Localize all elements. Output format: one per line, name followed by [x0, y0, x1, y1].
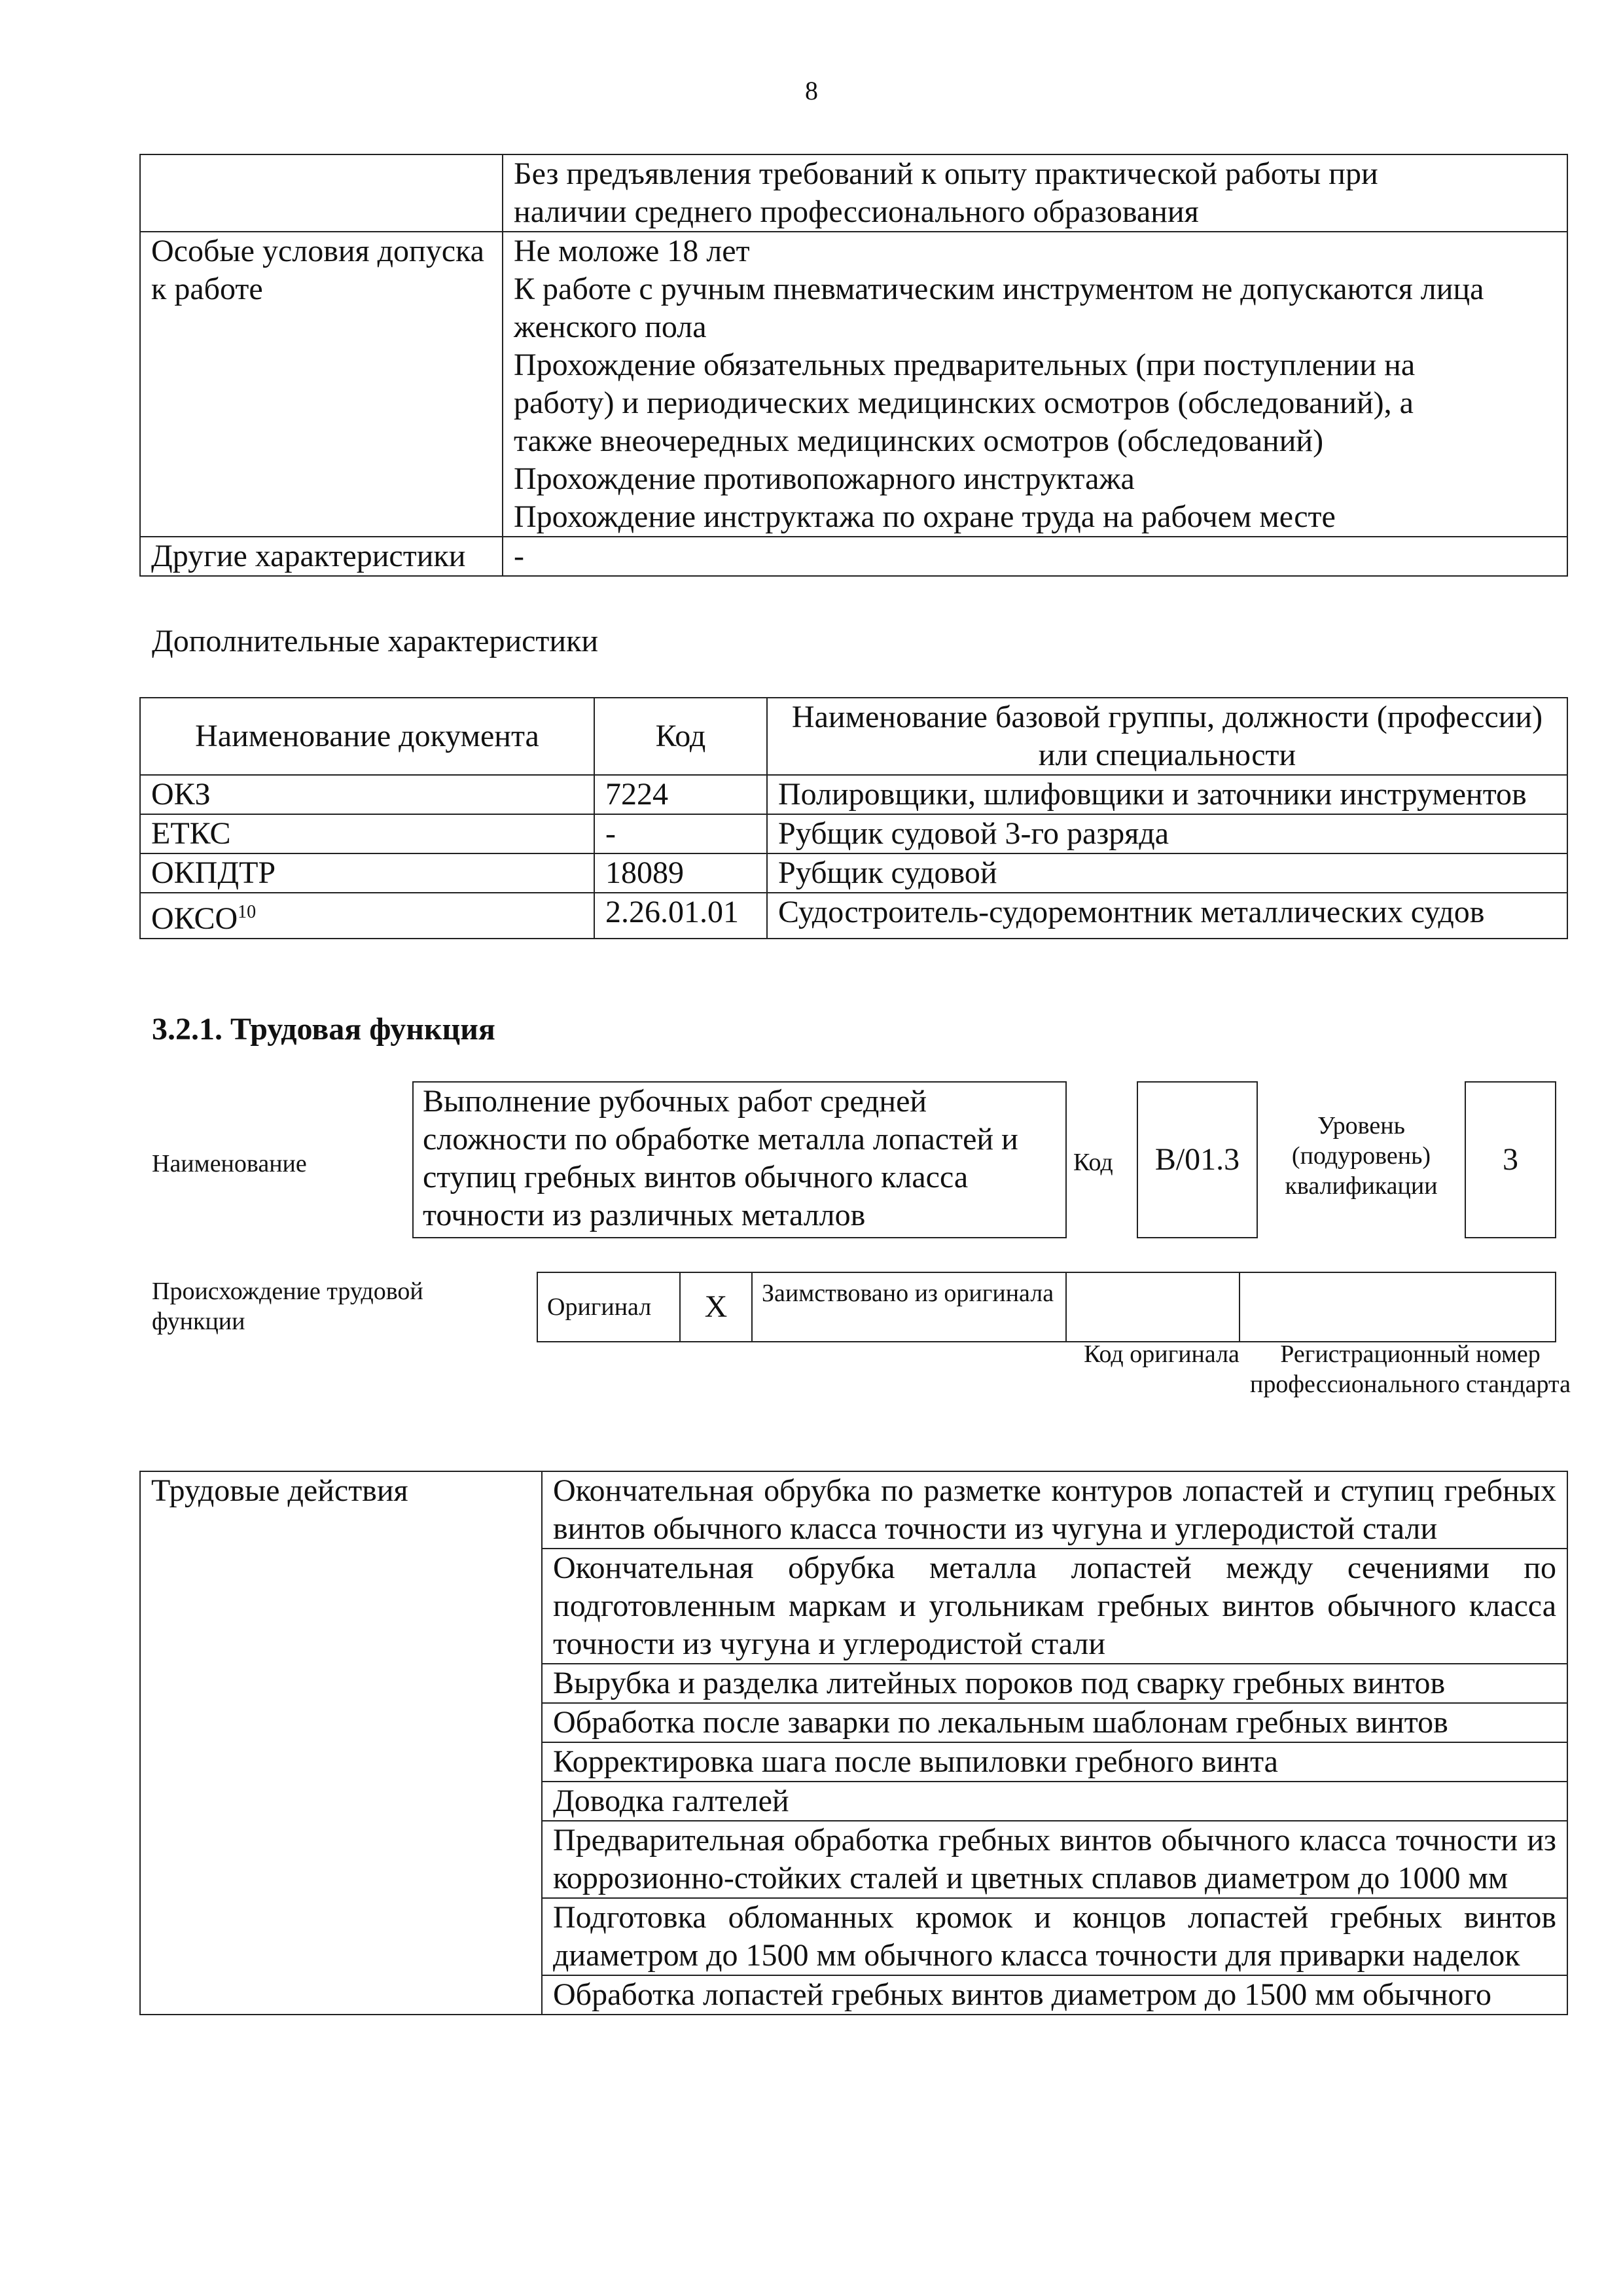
table-cell-label: Трудовые действия	[140, 1471, 542, 2015]
text-line: Прохождение противопожарного инструктажа	[514, 461, 1135, 496]
table-cell-value	[503, 154, 1567, 232]
text-line: наличии среднего профессионального образования	[514, 194, 1199, 229]
text-line: -	[514, 539, 524, 573]
table-row	[140, 232, 1567, 537]
text-line: Прохождение инструктажа по охране труда на рабочем месте	[514, 499, 1336, 534]
level-value: 3	[1503, 1142, 1518, 1177]
table-row	[140, 1471, 1567, 1549]
code-value: B/01.3	[1154, 1142, 1240, 1177]
column-header: Наименование базовой группы, должности (профессии) или специальности	[767, 698, 1567, 775]
table-row	[140, 853, 1567, 893]
table-row	[140, 537, 1567, 576]
origin-label: Происхождение трудовой функции	[152, 1278, 423, 1335]
table-cell: Рубщик судовой 3-го разряда	[767, 814, 1567, 853]
table-cell	[140, 893, 594, 939]
table-cell: ЕТКС	[140, 814, 594, 853]
footnote-ref: 10	[238, 902, 257, 922]
labor-actions-table	[139, 1471, 1568, 2015]
action-item: Обработка после заварки по лекальным шаблонам гребных винтов	[542, 1703, 1567, 1742]
table-cell: -	[594, 814, 767, 853]
action-item: Вырубка и разделка литейных пороков под сварку гребных винтов	[542, 1664, 1567, 1703]
action-item: Доводка галтелей	[542, 1782, 1567, 1821]
origin-row	[537, 1272, 1556, 1342]
table-header-row	[140, 698, 1567, 775]
table-cell: ОКЗ	[140, 775, 594, 814]
level-box	[1465, 1081, 1556, 1238]
table-row	[140, 775, 1567, 814]
table-cell: 7224	[594, 775, 767, 814]
registration-caption: Регистрационный номер профессионального стандарта	[1250, 1340, 1571, 1398]
table-cell: Судостроитель-судоремонтник металлических судов	[767, 893, 1567, 939]
table-cell-value	[503, 537, 1567, 576]
table-row	[140, 154, 1567, 232]
text-line: Не моложе 18 лет	[514, 234, 750, 268]
code-box	[1137, 1081, 1258, 1238]
name-label: Наименование	[152, 1150, 307, 1177]
column-header: Наименование документа	[140, 698, 594, 775]
original-mark-cell	[681, 1272, 753, 1342]
text-line: также внеочередных медицинских осмотров (обследований)	[514, 423, 1324, 458]
table-cell: ОКПДТР	[140, 853, 594, 893]
table-cell-label	[140, 154, 503, 232]
code-label: Код	[1073, 1149, 1113, 1176]
action-item: Обработка лопастей гребных винтов диаметром до 1500 мм обычного	[542, 1975, 1567, 2015]
text-line: работу) и периодических медицинских осмотров (обследований), а	[514, 386, 1414, 420]
action-item: Подготовка обломанных кромок и концов лопастей гребных винтов диаметром до 1500 мм обычного класса точности для приварки наделок	[542, 1898, 1567, 1975]
table-cell: 18089	[594, 853, 767, 893]
level-label: Уровень (подуровень) квалификации	[1285, 1112, 1438, 1200]
table-cell: Полировщики, шлифовщики и заточники инструментов	[767, 775, 1567, 814]
function-name-box: Выполнение рубочных работ средней сложности по обработке металла лопастей и ступиц гребных винтов обычного класса точности из различных металлов	[412, 1081, 1067, 1238]
table-row	[140, 893, 1567, 939]
table-cell-label: Особые условия допуска к работе	[140, 232, 503, 537]
text-line: женского пола	[514, 310, 707, 344]
text-line: Без предъявления требований к опыту практической работы при	[514, 156, 1378, 191]
table-cell-label: Другие характеристики	[140, 537, 503, 576]
section-title: Дополнительные характеристики	[152, 624, 599, 658]
requirements-table	[139, 154, 1568, 577]
action-item: Окончательная обрубка по разметке контуров лопастей и ступиц гребных винтов обычного класса точности из чугуна и углеродистой стали	[542, 1471, 1567, 1549]
table-row	[140, 814, 1567, 853]
function-title: 3.2.1. Трудовая функция	[152, 1012, 495, 1047]
original-mark: X	[704, 1289, 728, 1324]
action-item: Окончательная обрубка металла лопастей между сечениями по подготовленным маркам и угольникам гребных винтов обычного класса точности из чугуна и углеродистой стали	[542, 1549, 1567, 1664]
text-line: Прохождение обязательных предварительных (при поступлении на	[514, 348, 1416, 382]
borrowed-cell	[753, 1272, 1067, 1342]
action-item: Корректировка шага после выпиловки гребного винта	[542, 1742, 1567, 1782]
table-cell: Рубщик судовой	[767, 853, 1567, 893]
doc-name: ОКСО	[151, 901, 238, 936]
original-cell	[537, 1272, 681, 1342]
classifier-table	[139, 697, 1568, 939]
table-cell-value	[503, 232, 1567, 537]
borrowed-label: Заимствовано из оригинала	[762, 1280, 1054, 1307]
registration-number-cell	[1240, 1272, 1556, 1342]
page-number: 8	[805, 76, 818, 105]
original-label: Оригинал	[547, 1293, 652, 1321]
code-caption: Код оригинала	[1084, 1340, 1240, 1368]
table-cell: 2.26.01.01	[594, 893, 767, 939]
column-header: Код	[594, 698, 767, 775]
text-line: К работе с ручным пневматическим инструментом не допускаются лица	[514, 272, 1484, 306]
action-item: Предварительная обработка гребных винтов обычного класса точности из коррозионно-стойких сталей и цветных сплавов диаметром до 1000 мм	[542, 1821, 1567, 1898]
original-code-cell	[1067, 1272, 1240, 1342]
